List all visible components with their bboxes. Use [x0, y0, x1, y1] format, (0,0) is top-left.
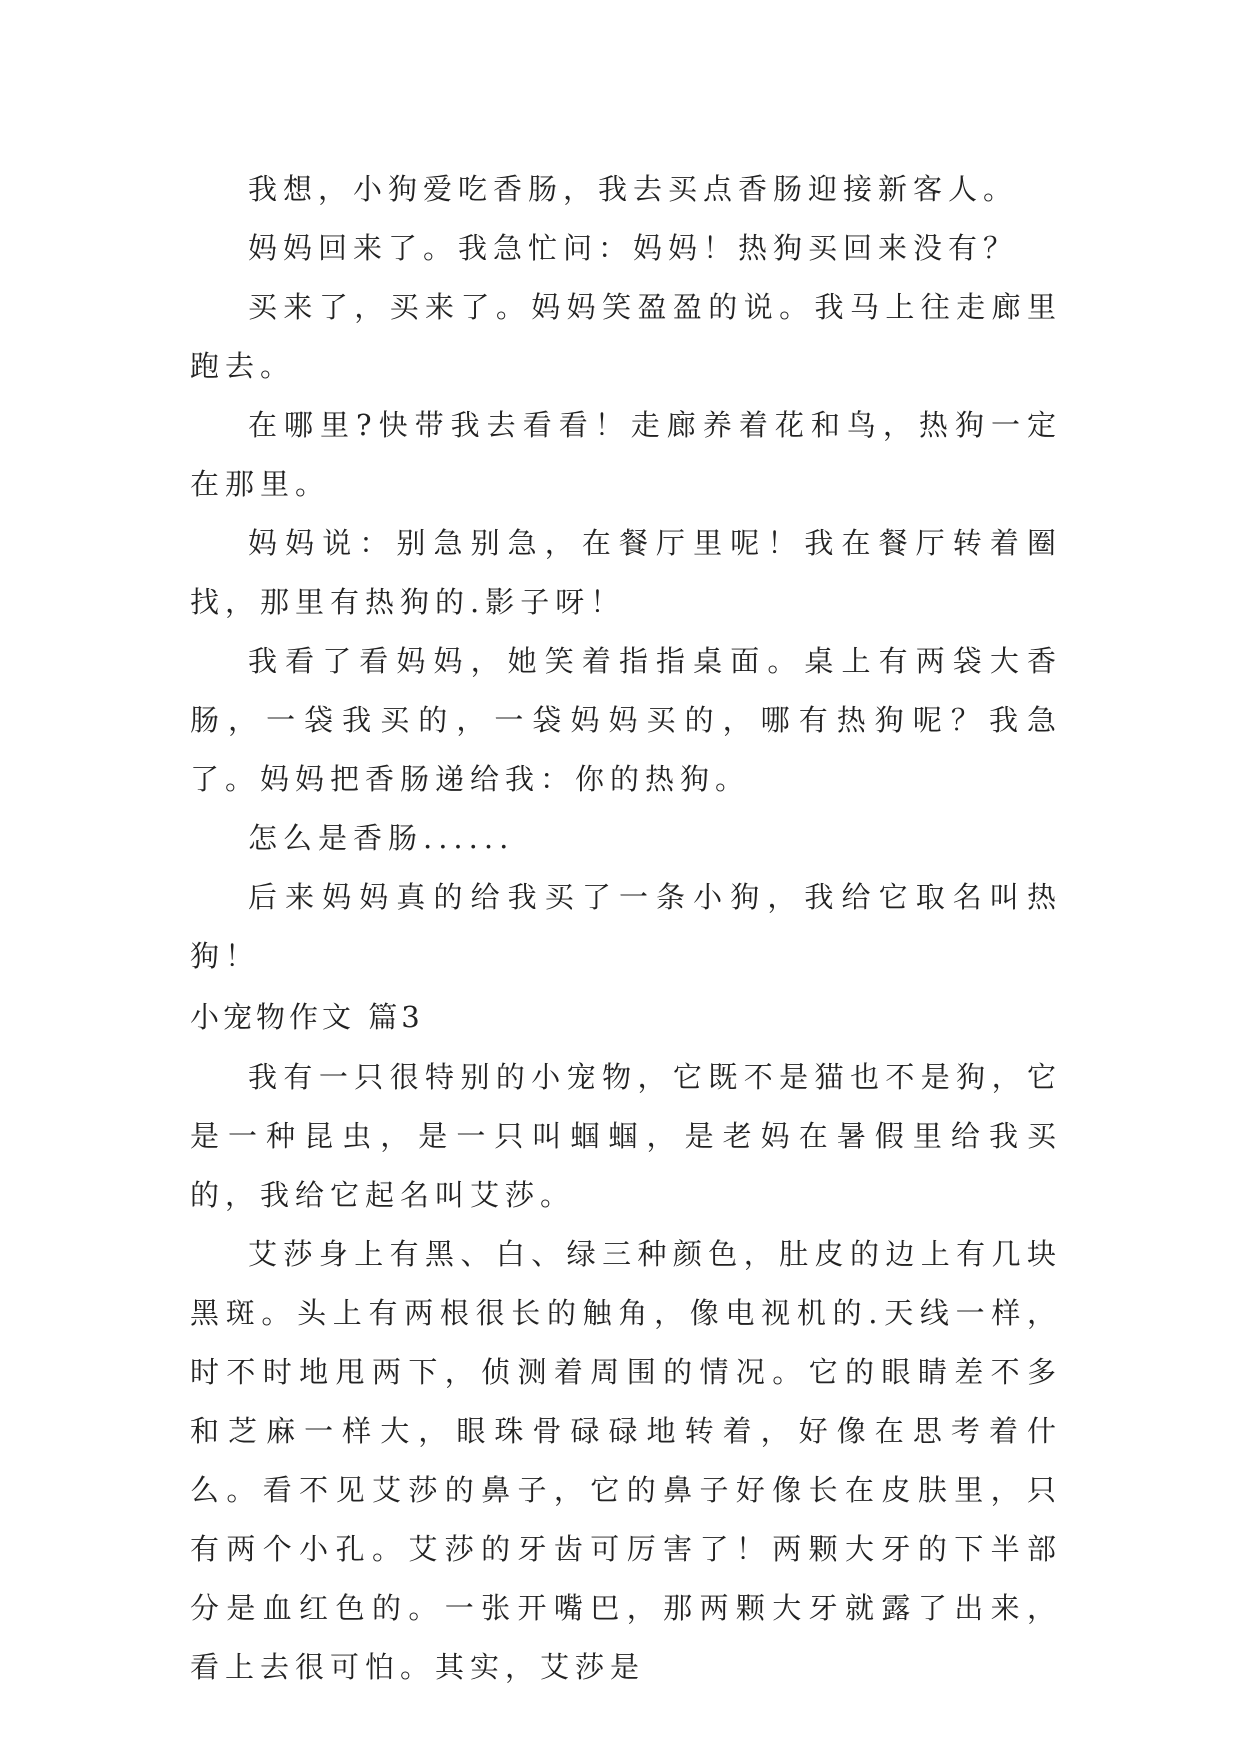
- paragraph: 怎么是香肠......: [248, 821, 515, 855]
- document-body: [190, 160, 1062, 1697]
- paragraph: 我想，小狗爱吃香肠，我去买点香肠迎接新客人。: [248, 172, 1019, 206]
- paragraph: 后来妈妈真的给我买了一条小狗，我给它取名叫热狗！: [190, 880, 1062, 973]
- section-heading: 小宠物作文 篇3: [190, 1000, 424, 1034]
- paragraph: 艾莎身上有黑、白、绿三种颜色，肚皮的边上有几块黑斑。头上有两根很长的触角，像电视机的.天线一样，时不时地甩两下，侦测着周围的情况。它的眼睛差不多和芝麻一样大，眼珠骨碌碌地转着，好像在思考着什么。看不见艾莎的鼻子，它的鼻子好像长在皮肤里，只有两个小孔。艾莎的牙齿可厉害了！两颗大牙的下半部分是血红色的。一张开嘴巴，那两颗大牙就露了出来，看上去很可怕。其实，艾莎是: [190, 1237, 1062, 1684]
- paragraph: 在哪里?快带我去看看！走廊养着花和鸟，热狗一定在那里。: [190, 408, 1062, 501]
- paragraph: 我看了看妈妈，她笑着指指桌面。桌上有两袋大香肠，一袋我买的，一袋妈妈买的，哪有热狗呢？我急了。妈妈把香肠递给我：你的热狗。: [190, 644, 1062, 796]
- paragraph: 妈妈说：别急别急，在餐厅里呢！我在餐厅转着圈找，那里有热狗的.影子呀！: [190, 526, 1062, 619]
- paragraph: 我有一只很特别的小宠物，它既不是猫也不是狗，它是一种昆虫，是一只叫蝈蝈，是老妈在暑假里给我买的，我给它起名叫艾莎。: [190, 1060, 1062, 1212]
- paragraph: 买来了，买来了。妈妈笑盈盈的说。我马上往走廊里跑去。: [190, 290, 1062, 383]
- paragraph: 妈妈回来了。我急忙问：妈妈！热狗买回来没有？: [248, 231, 1019, 265]
